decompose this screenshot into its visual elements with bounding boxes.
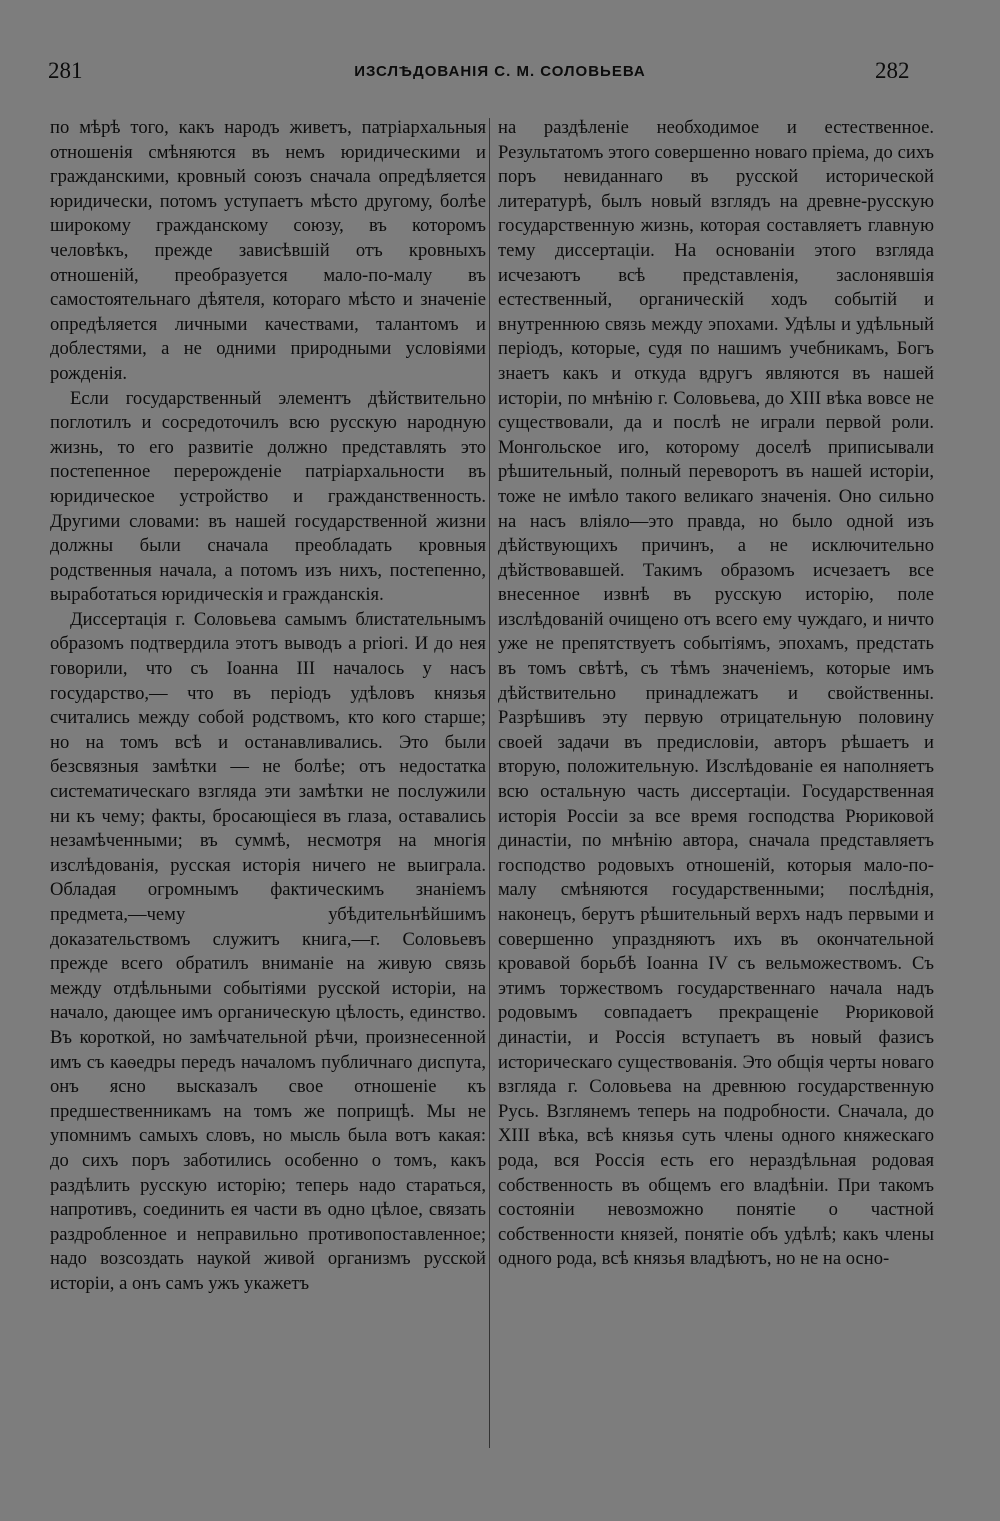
paragraph: по мѣрѣ того, какъ народъ живетъ, патріархальныя отношенія смѣняются въ немъ юридическими и гражданскими, кровный союзъ сначала опредѣляется юридически, потомъ уступаетъ мѣсто другому, болѣе широкому гражданскому союзу, въ которомъ человѣкъ, прежде зависѣвшій отъ кровныхъ отношеній, преобразуется мало-по-малу въ самостоятельнаго дѣятеля, котораго мѣсто и значеніе опредѣляется личными качествами, талантомъ и доблестями, а не одними природными условіями рожденія. [50, 117, 486, 384]
paragraph: на раздѣленіе необходимое и естественное. Результатомъ этого совершенно новаго пріема, до сихъ поръ невиданнаго въ русской исторической литературѣ, былъ новый взглядъ на древне-русскую государственную жизнь, которая составляетъ главную тему диссертаціи. На основаніи этого взгляда исчезаютъ всѣ представленія, заслонявшія естественный, органическій ходъ событій и внутреннюю связь между эпохами. Удѣлы и удѣльный періодъ, которые, судя по нашимъ учебникамъ, Богъ знаетъ какъ и откуда вдругъ являются въ нашей исторіи, по мнѣнію г. Соловьева, до XIII вѣка вовсе не существовали, да и послѣ не играли первой роли. Монгольское иго, которому доселѣ приписывали рѣшительный, полный переворотъ въ нашей исторіи, тоже не имѣло такого великаго значенія. Оно сильно на насъ вліяло—это правда, но было одной изъ дѣйствующихъ причинъ, а не исключительно дѣйствовавшей. Такимъ образомъ исчезаетъ все внесенное извнѣ въ русскую исторію, поле изслѣдованій очищено отъ всего ему чуждаго, и ничто уже не препятствуетъ событіямъ, эпохамъ, предстать въ томъ свѣтѣ, съ тѣмъ значеніемъ, которые имъ дѣйствительно принадлежатъ и свойственны. Разрѣшивъ эту первую отрицательную половину своей задачи въ предисловіи, авторъ рѣшаетъ и вторую, положительную. Изслѣдованіе ея наполняетъ всю остальную часть диссертаціи. Государственная исторія Россіи за все время господства Рюриковой династіи, по мнѣнію автора, сначала представляетъ господство родовыхъ отношеній, которыя мало-по-малу смѣняются государственными; послѣднія, наконецъ, берутъ рѣшительный верхъ надъ первыми и совершенно упраздняютъ ихъ въ окончательной кровавой борьбѣ Іоанна IV съ вельможествомъ. Съ этимъ торжествомъ государственнаго начала надъ родовымъ совпадаетъ прекращеніе Рюриковой династіи, и Россія вступаетъ въ новый фазисъ историческаго существованія. Это общія черты новаго взгляда г. Соловьева на древнюю государственную Русь. Взглянемъ теперь на подробности. Сначала, до XIII вѣка, всѣ князья суть члены одного княжескаго рода, вся Россія есть его нераздѣльная родовая собственность въ общемъ его владѣніи. При такомъ состояніи невозможно понятіе о частной собственности князей, понятіе объ удѣлѣ; какъ члены одного рода, всѣ князья владѣютъ, но не на осно- [498, 117, 934, 1270]
left-column [50, 116, 486, 1297]
running-title: ИЗСЛѢДОВАНІЯ С. М. СОЛОВЬЕВА [354, 63, 646, 80]
column-divider [489, 118, 490, 1448]
paragraph: Диссертація г. Соловьева самымъ блистательнымъ образомъ подтвердила этотъ выводъ a priori. И до нея говорили, что съ Іоанна III началось у насъ государство,— что въ періодъ удѣловъ князья считались между собой родствомъ, кто кого старше; но на томъ всѣ и останавливались. Это были безсвязныя замѣтки — не болѣе; отъ недостатка систематическаго взгляда эти замѣтки не послужили ни къ чему; факты, бросающіеся въ глаза, оставались незамѣченными; въ суммѣ, несмотря на многія изслѣдованія, русская исторія ничего не выиграла. Обладая огромнымъ фактическимъ знаніемъ предмета,—чему убѣдительнѣйшимъ доказательствомъ служитъ книга,—г. Соловьевъ прежде всего обратилъ вниманіе на живую связь между отдѣльными событіями русской исторіи, на начало, дающее имъ органическую цѣлость, единство. Въ короткой, но замѣчательной рѣчи, произнесенной имъ съ каѳедры передъ началомъ публичнаго диспута, онъ ясно высказалъ свое отношеніе къ предшественникамъ на томъ же поприщѣ. Мы не упомнимъ самыхъ словъ, но мысль была вотъ какая: до сихъ поръ заботились особенно о томъ, какъ раздѣлить русскую исторію; теперь надо стараться, напротивъ, соединить ея части въ одно цѣлое, связать раздробленное и неправильно противопоставленное; надо возсоздать наукой живой организмъ русской исторіи, а онъ самъ ужъ укажетъ [50, 608, 486, 1294]
right-column [498, 116, 934, 1272]
page-number-right: 282 [875, 58, 910, 83]
page-header [0, 58, 1000, 92]
page-number-left: 281 [48, 58, 83, 83]
paragraph: Если государственный элементъ дѣйствительно поглотилъ и сосредоточилъ всю русскую народную жизнь, то его развитіе должно представлять это постепенное перерожденіе патріархальности въ юридическое устройство и гражданственность. Другими словами: въ нашей государственной жизни должны были сначала преобладать кровныя родственныя начала, а потомъ изъ нихъ, постепенно, выработаться юридическія и гражданскія. [50, 387, 486, 606]
